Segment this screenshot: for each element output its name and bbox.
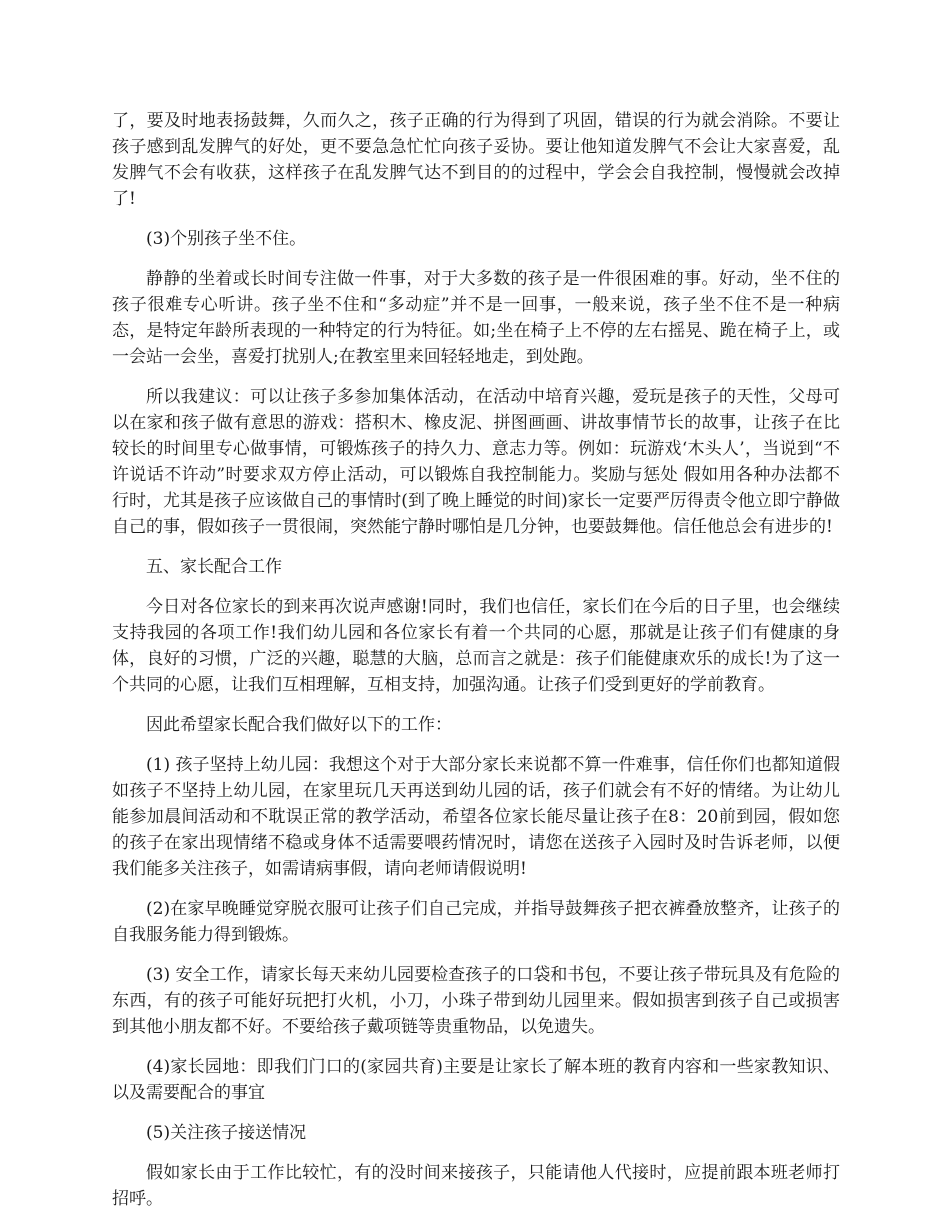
paragraph-sitting-still: 静静的坐着或长时间专注做一件事，对于大多数的孩子是一件很困难的事。好动，坐不住的孩子很难专心听讲。孩子坐不住和“多动症”并不是一回事，一般来说，孩子坐不住不是一种病态，是特定年龄所表现的一种特定的行为特征。如;坐在椅子上不停的左右摇晃、跪在椅子上，或一会站一会坐，喜爱打扰别人;在教室里来回轻轻地走，到处跑。: [112, 269, 840, 367]
section-heading-parent-cooperation: 五、家长配合工作: [146, 557, 282, 577]
paragraph-pickup: 假如家长由于工作比较忙，有的没时间来接孩子，只能请他人代接时，应提前跟本班老师打招呼。: [112, 1163, 840, 1209]
paragraph-suggestions: 所以我建议：可以让孩子多参加集体活动，在活动中培育兴趣，爱玩是孩子的天性，父母可以在家和孩子做有意思的游戏：搭积木、橡皮泥、拼图画画、讲故事情节长的故事，让孩子在比较长的时间里专心做事情，可锻炼孩子的持久力、意志力等。例如：玩游戏‘木头人’，当说到“不许说话不许动”时要求双方停止活动，可以锻炼自我控制能力。奖励与惩处 假如用各种办法都不行时，尤其是孩子应该做自己的事情时(到了晚上睡觉的时间)家长一定要严厉得责令他立即宁静做自己的事，假如孩子一贯很闹，突然能宁静时哪怕是几分钟，也要鼓舞他。信任他总会有进步的!: [112, 387, 840, 537]
list-item-parent-corner: (4)家长园地：即我们门口的(家园共育)主要是让家长了解本班的教育内容和一些家教知识、以及需要配合的事宜: [112, 1057, 840, 1103]
list-item-dressing: (2)在家早晚睡觉穿脱衣服可让孩子们自己完成，并指导鼓舞孩子把衣裤叠放整齐，让孩子的自我服务能力得到锻炼。: [112, 899, 840, 945]
paragraph-thanks: 今日对各位家长的到来再次说声感谢!同时，我们也信任，家长们在今后的日子里，也会继续支持我园的各项工作!我们幼儿园和各位家长有着一个共同的心愿，那就是让孩子们有健康的身体，良好的习惯，广泛的兴趣，聪慧的大脑，总而言之就是：孩子们能健康欢乐的成长!为了这一个共同的心愿，让我们互相理解，互相支持，加强沟通。让孩子们受到更好的学前教育。: [112, 597, 840, 695]
subheading-sitting-still: (3)个别孩子坐不住。: [146, 229, 307, 249]
paragraph-intro-list: 因此希望家长配合我们做好以下的工作：: [146, 715, 452, 735]
document-page: [112, 108, 840, 1226]
paragraph-continuation: 了，要及时地表扬鼓舞，久而久之，孩子正确的行为得到了巩固，错误的行为就会消除。不要让孩子感到乱发脾气的好处，更不要急急忙忙向孩子妥协。要让他知道发脾气不会让大家喜爱，乱发脾气不会有收获，这样孩子在乱发脾气达不到目的的过程中，学会会自我控制，慢慢就会改掉了!: [112, 111, 840, 209]
list-item-pickup: (5)关注孩子接送情况: [146, 1123, 307, 1143]
list-item-safety: (3) 安全工作，请家长每天来幼儿园要检查孩子的口袋和书包，不要让孩子带玩具及有危险的东西，有的孩子可能好玩把打火机，小刀，小珠子带到幼儿园里来。假如损害到孩子自己或损害到其他小朋友都不好。不要给孩子戴项链等贵重物品，以免遗失。: [112, 965, 840, 1037]
list-item-attendance: (1) 孩子坚持上幼儿园：我想这个对于大部分家长来说都不算一件难事，信任你们也都知道假如孩子不坚持上幼儿园，在家里玩几天再送到幼儿园的话，孩子们就会有不好的情绪。为让幼儿能参加晨间活动和不耽误正常的教学活动，希望各位家长能尽量让孩子在8：20前到园，假如您的孩子在家出现情绪不稳或身体不适需要喂药情况时，请您在送孩子入园时及时告诉老师，以便我们能多关注孩子，如需请病事假，请向老师请假说明!: [112, 755, 840, 879]
